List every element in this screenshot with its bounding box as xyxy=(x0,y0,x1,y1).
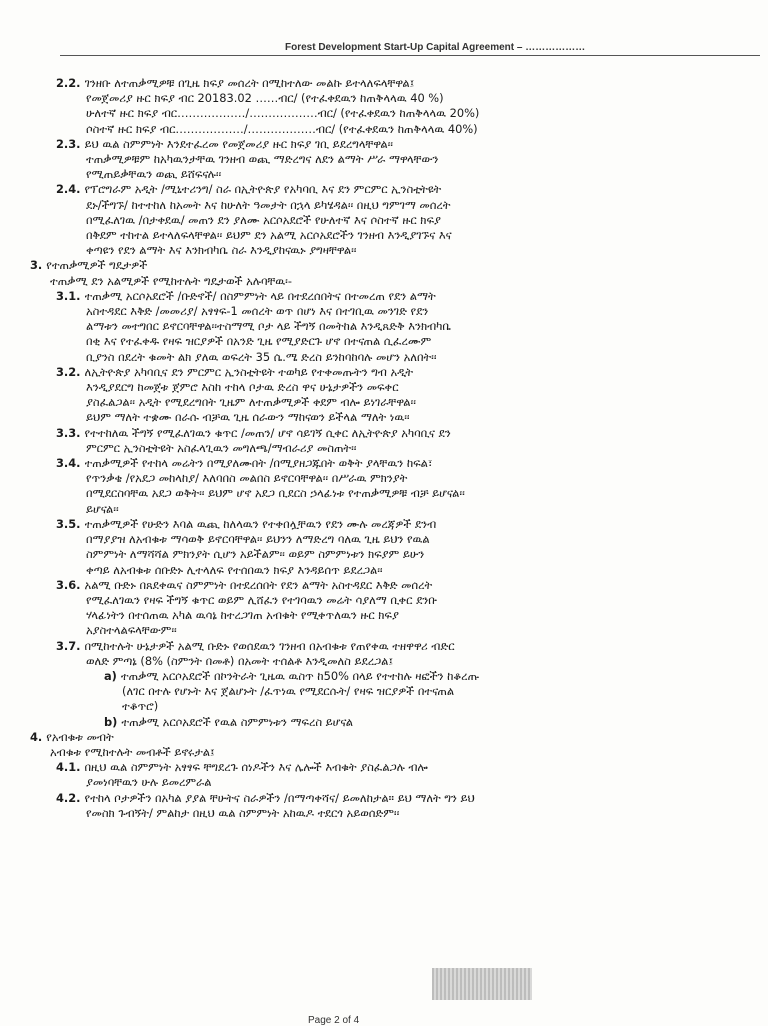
text-line xyxy=(86,502,720,517)
clause-text: የተጠቃሚዎች ግዴታዎች xyxy=(46,258,148,273)
text-line xyxy=(56,182,720,197)
clause-text: የተተከለዉ ችግኝ የሚፈለገዉን ቁጥር /መጠን/ ሆኖ ሳይገኝ ሲቀር ለኢትዮጵያ አካባቢና ደን xyxy=(84,425,451,440)
clause-text: በሚፈለገዉ /በታቀደዉ/ መጠን ደን ያለሙ አርሶአደሮች የሁለተኛ እና ሶስተኛ ዙር ክፍያ xyxy=(86,212,441,227)
text-line xyxy=(86,532,720,547)
text-line xyxy=(86,122,720,137)
clause-number: 3.4. xyxy=(56,456,81,471)
clause-text: የመስክ ጉብኝት/ ምልከታ በዚህ ዉል ስምምነት አከዉዶ ተደርጎ አይወሰድም፡፡ xyxy=(86,805,400,820)
clause-text: የጥንቃቄ /የአደጋ መከላከያ/ እለባበስ መልበስ ይኖርባቸዋል፡፡ በሥራዉ ምክንያት xyxy=(86,471,408,486)
text-line xyxy=(86,167,720,182)
text-line xyxy=(86,563,720,578)
text-line xyxy=(86,486,720,501)
text-line xyxy=(86,654,720,669)
clause-text: ይህም ማለት ተቋሙ በራሱ ብቻዉ ጊዜ ሰራውን ማከናወን ይችላል ማለት ነዉ፡፡ xyxy=(86,410,410,425)
clause-text: ያስፈልጋል፡፡ አዲት የሚደረግበት ጊዜም ለተጠቃሚዎች ቀደም ብሎ ይነገራቸዋል፡፡ xyxy=(86,395,416,410)
text-line xyxy=(86,304,720,319)
text-line xyxy=(56,426,720,441)
clause-text: ሃላፊነትን በተሰጠዉ አካል ዉሳኔ ከተረጋገጠ አብቁት የሚቀጥለዉን ዙር ክፍያ xyxy=(86,608,399,623)
text-line xyxy=(86,106,720,121)
smudge-mark xyxy=(432,968,532,1000)
clause-text: አብቁቱ የሚከተሉት መብቶች ይኖሩታል፤ xyxy=(50,744,215,759)
text-line xyxy=(86,608,720,623)
clause-number: 3.7. xyxy=(56,638,81,653)
clause-text: ገንዘቡ ለተጠቃሚዎቹ በጊዜ ክፍያ መሰረት በሚከተለው መልኩ ይተላለፍላቸዋል፤ xyxy=(84,76,415,90)
clause-text: ቢያንስ በደረት ቁመት ልክ ያለዉ ወፍረት 35 ሴ.ሜ ድረስ ይንከባከባሉ መሆን አለበት፡፡ xyxy=(86,349,437,364)
clause-text: ልማቱን መተግበር ይኖርባቸዋል፡፡ተስማሚ ቦታ ላይ ችግኝ በመትከል እንዲጸድቅ እንክብካቤ xyxy=(86,319,451,334)
clause-text: የአብቁቱ መብት xyxy=(46,729,114,744)
text-line xyxy=(86,198,720,213)
text-line xyxy=(50,745,720,760)
clause-number: 4.2. xyxy=(56,790,81,805)
clause-number: 2.3. xyxy=(56,136,81,151)
text-line xyxy=(86,334,720,349)
clause-text: ቀጣዩን የደን ልማት እና እንክብካቤ ስራ እንዲያከናዉኑ ያግዛቸዋል፡፡ xyxy=(86,243,357,258)
text-line xyxy=(56,517,720,532)
text-line xyxy=(86,380,720,395)
text-line xyxy=(104,669,720,684)
text-line xyxy=(104,715,720,730)
clause-number: 3.2. xyxy=(56,364,81,379)
clause-text: አያስተላልፍላቸውም፡፡ xyxy=(86,623,177,638)
clause-number: a) xyxy=(104,668,117,683)
text-line xyxy=(86,623,720,638)
text-line xyxy=(56,76,720,91)
clause-text: ተቆጥሮ) xyxy=(122,699,159,714)
clause-number: 4.1. xyxy=(56,760,81,775)
clause-number: 3.1. xyxy=(56,288,81,303)
text-line xyxy=(30,258,720,273)
text-line xyxy=(122,699,720,714)
clause-text: በቂ እና የተፈቀዱ የዛፍ ዝርያዎች በአንድ ጊዜ የሚያድርጉ ሆኖ በተናጠል ሲፈረሙም xyxy=(86,334,432,349)
clause-number: 2.2. xyxy=(56,76,81,90)
clause-text: ይህ ዉል ስምምነት እንደተፈረመ የመጀመሪያ ዙር ክፍያ ገቢ ይደረግላቸዋል፡፡ xyxy=(84,136,393,151)
clause-text: ወለድ ምጣኔ (8% (ስምንት በመቶ) በአመት ተሰልቶ እንዲመለስ ይደረጋል፤ xyxy=(86,653,393,668)
clause-text: በዚህ ዉል ስምምነት አፃፃፍ ቸግደረጉ ሰነዶችን እና ሌሎች እብቁት ያስፈልጋሉ ብሎ xyxy=(84,760,428,775)
text-line xyxy=(56,791,720,806)
clause-text: ሁለተኛ ዙር ክፍያ ብር………………/………………ብር/ (የተፈቀደዉን ከጠቅላላዉ 20%) xyxy=(86,106,480,121)
text-line xyxy=(86,228,720,243)
text-line xyxy=(122,684,720,699)
clause-text: ይሆናል፡፡ xyxy=(86,501,119,516)
text-line xyxy=(56,760,720,775)
clause-number: 3.6. xyxy=(56,577,81,592)
clause-number: 3. xyxy=(30,258,43,273)
clause-text: ተጠቃሚዎች የሁድን እባል ዉጪ ከለላዉን የተቀበሏቸዉን የደን ሙሉ መረጃዎች ደንብ xyxy=(84,516,437,531)
clause-text: ተጠቃሚ አርሶአደሮች /ቡድኖች/ በስምምነት ላይ በተደረሰበትና በተመረጠ የደን ልማት xyxy=(84,288,436,303)
clause-text: ተጠቃሚ አርሶአደሮች የዉል ስምምነቱን ማፍረስ ይሆናል xyxy=(121,714,353,729)
clause-text: በሚደርስባቸዉ አደጋ ወቅት፡፡ ይህም ሆኖ አደጋ ቢደርስ ኃላፊነቱ የተጠቃሚዎቹ ብቻ ይሆናል፡፡ xyxy=(86,486,465,501)
text-line xyxy=(86,395,720,410)
text-line xyxy=(86,243,720,258)
text-line xyxy=(56,289,720,304)
text-line xyxy=(56,578,720,593)
clause-text: በቅደም ተከተል ይተላለፍላቸዋል፡፡ ይህም ደን አልሚ አርሶአደሮችን ገንዘብ እንዲያገኙና እና xyxy=(86,228,452,243)
clause-text: የሚፈለገዉን የዛፍ ችግኝ ቁጥር ወይም ሊሸፈን የተገባዉን መሬት ሳያለማ ቢቀር ደንቡ xyxy=(86,592,438,607)
clause-text: የመጀመሪያ ዙር ክፍያ ብር 20183.02 ……ብር/ (የተፈቀደዉን ከጠቅላላዉ 40 %) xyxy=(86,91,444,106)
clause-number: 3.5. xyxy=(56,516,81,531)
text-line xyxy=(86,471,720,486)
header-divider xyxy=(60,55,760,56)
text-line xyxy=(50,274,720,289)
clause-text: ስምምነት ለማሻሻል ምክንያት ሲሆን አይችልም፡፡ ወይም ስምምነቱን ክፍያም ይሁን xyxy=(86,547,425,562)
text-line xyxy=(56,137,720,152)
clause-text: የፕሮግራም አዲት /ሚኒተሪንግ/ ስራ በኢትዮጵያ የአካባቢ እና ደን ምርምር ኢንስቲትዩት xyxy=(84,182,442,197)
text-line xyxy=(86,350,720,365)
clause-text: (ለገር በተሉ የሆኑት እና ጀልሆኑት /ፈጥነዉ የሚደርሱት/ የዛፍ ዝርያዎች በተናጠል xyxy=(122,684,455,699)
document-body xyxy=(30,76,720,821)
clause-number: b) xyxy=(104,714,118,729)
text-line xyxy=(86,152,720,167)
text-line xyxy=(86,410,720,425)
clause-number: 2.4. xyxy=(56,182,81,197)
clause-text: ያመነባቸዉን ሁሉ ይመረምራል xyxy=(86,775,212,790)
clause-text: ተጠቃሚ አርሶአደሮች በኮንትራት ጊዜዉ ዉስጥ ከ50% በላይ የተተከሉ ዛፎችን ከቆረጡ xyxy=(120,668,480,683)
clause-text: ተጠቃሚዎቹም ከአካዉንታቸዉ ገንዘብ ወጪ ማድረግና ለደን ልማት ሥራ ማዋላቸውን xyxy=(86,152,439,167)
text-line xyxy=(86,213,720,228)
text-line xyxy=(30,730,720,745)
clause-text: ደኑ/ችግኙ/ ከተተከለ ከአመት እና ከሁለት ዓመታት በኋላ ይካሄዳል፡፡ በዚህ ግምገማ መሰረት xyxy=(86,197,451,212)
text-line xyxy=(86,441,720,456)
text-line xyxy=(86,593,720,608)
page-header: Forest Development Start-Up Capital Agreement – ……………… xyxy=(285,42,586,53)
clause-text: አስተዳደር እቅድ /መመሪያ/ አፃፃፍ-1 መሰረት ወጥ በሆነ እና በተገቢዉ መንገድ የደን xyxy=(86,304,429,319)
text-line xyxy=(56,639,720,654)
clause-text: ለኢትዮጵያ አካባቢና ደን ምርምር ኢንስቲትዩት ተወካይ የተቀመጡትን ግብ አዲት xyxy=(84,364,414,379)
text-line xyxy=(56,365,720,380)
clause-text: በማያያዝ ለአብቁቱ ማሳወቅ ይኖርባቸዋል፡፡ ይህንን ለማድረግ ባለዉ ጊዜ ይህን የዉል xyxy=(86,532,430,547)
clause-text: ምርምር ኢንስቲትዩት አስፈላጊዉን መግለጫ/ማብራሪያ መስጠት፡፡ xyxy=(86,440,357,455)
clause-text: ተጠቃሚዎች የተከላ መሬትን በሚያለሙበት /በሚያዘጋጁበት ወቅት ያላቸዉን ከፍል፣ xyxy=(84,456,433,471)
page-number: Page 2 of 4 xyxy=(308,1015,360,1026)
clause-number: 4. xyxy=(30,729,43,744)
text-line xyxy=(86,806,720,821)
text-line xyxy=(86,319,720,334)
clause-text: ተጠቃሚ ደን አልሚዎች የሚከተሉት ግዴታወች አሉባቸዉ፡- xyxy=(50,273,292,288)
text-line xyxy=(86,91,720,106)
clause-text: ሶስተኛ ዙር ክፍያ ብር………………/………………ብር/ (የተፈቀደዉን ከጠቅላላዉ 40%) xyxy=(86,121,478,136)
clause-text: በሚከተሉት ሁኔታዎች አልሚ ቡድኑ የወሰደዉን ገንዘብ በአብቁቱ የጠየቀዉ ተዘዋዋሪ ብድር xyxy=(84,638,455,653)
clause-text: እንዲያደርግ ከመጀቱ ጀምሮ እስከ ተከላ ቦታዉ ድረስ ዋና ሁኔታዎችን መፍቀር xyxy=(86,380,399,395)
clause-text: ቀጣይ ለአብቁቱ ሰቡድኑ ሊተላለፍ የተሰበዉን ክፍያ እንዳይሰጥ ይደረጋል፡፡ xyxy=(86,562,383,577)
text-line xyxy=(56,456,720,471)
text-line xyxy=(86,775,720,790)
clause-number: 3.3. xyxy=(56,425,81,440)
clause-text: አልሚ ቡድኑ በጸደቀዉና ስምምነት በተደረሰበት የደን ልማት አስተዳደር እቅድ መሰረት xyxy=(84,577,433,592)
text-line xyxy=(86,547,720,562)
clause-text: የተከላ ቦታዎችን በአካል ያያል ቸሁትና ስራዎችን /በማጣቀሻና/ ይመለከታል። ይህ ማለት ግን ይህ xyxy=(84,790,475,805)
clause-text: የሚጠይቃቸዉን ወጪ ይሸፍናሉ፡፡ xyxy=(86,167,222,182)
